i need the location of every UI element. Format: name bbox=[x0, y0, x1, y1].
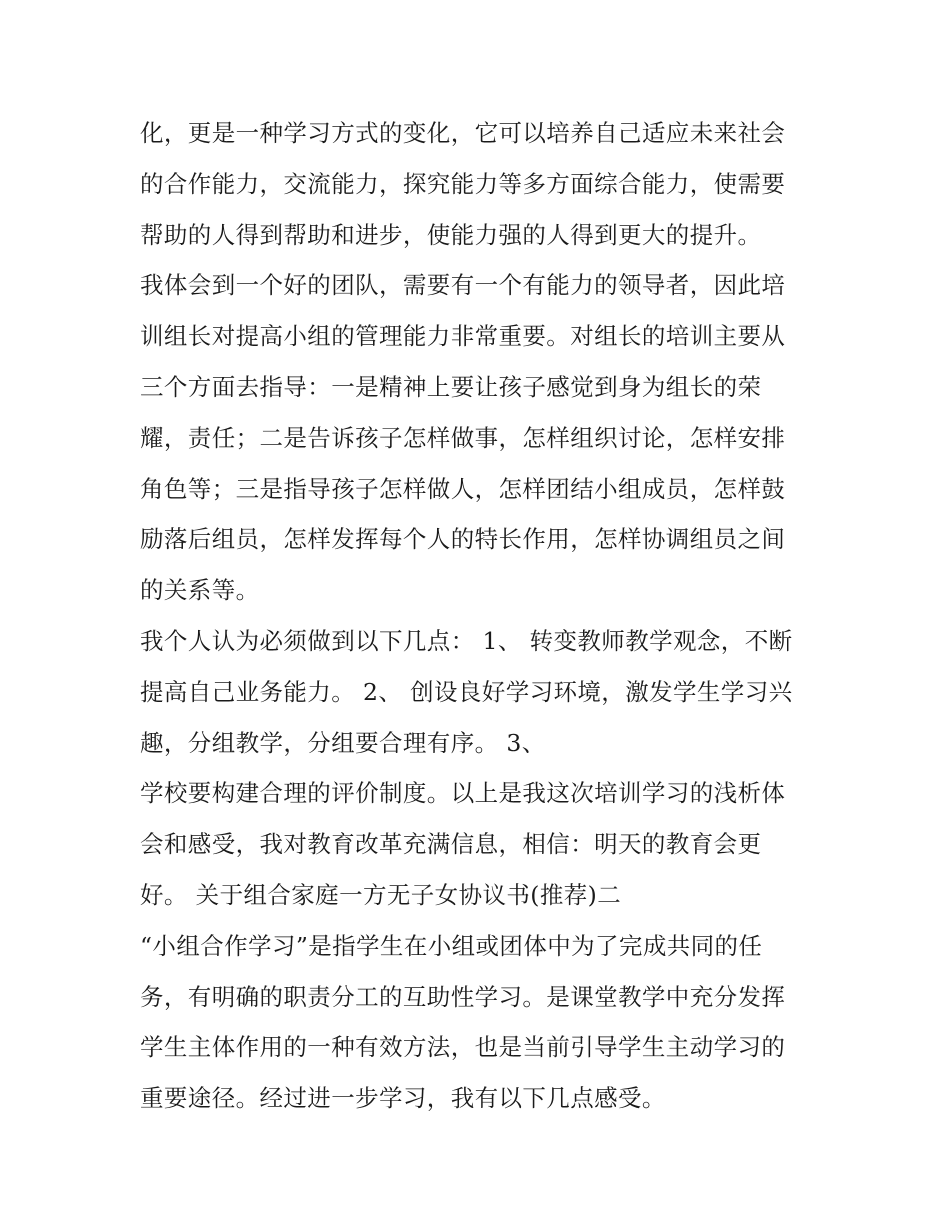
text-line: 训组长对提高小组的管理能力非常重要。对组长的培训主要从 bbox=[140, 322, 786, 351]
body-text bbox=[140, 108, 820, 1124]
text-line: 我个人认为必须做到以下几点： 1、 转变教师教学观念，不断 bbox=[140, 626, 793, 655]
text-line: 角色等；三是指导孩子怎样做人，怎样团结小组成员，怎样鼓 bbox=[140, 474, 786, 503]
text-line: 我体会到一个好的团队，需要有一个有能力的领导者，因此培 bbox=[140, 271, 786, 300]
text-line: 耀，责任；二是告诉孩子怎样做事，怎样组织讨论，怎样安排 bbox=[140, 423, 786, 452]
text-line: “小组合作学习”是指学生在小组或团体中为了完成共同的任 bbox=[140, 931, 763, 960]
text-line: 学生主体作用的一种有效方法，也是当前引导学生主动学习的 bbox=[140, 1033, 786, 1062]
text-line: 会和感受，我对教育改革充满信息，相信：明天的教育会更 bbox=[140, 830, 762, 859]
text-line: 好。 关于组合家庭一方无子女协议书(推荐)二 bbox=[140, 880, 622, 909]
text-line: 学校要构建合理的评价制度。以上是我这次培训学习的浅析体 bbox=[140, 779, 786, 808]
text-line: 励落后组员，怎样发挥每个人的特长作用，怎样协调组员之间 bbox=[140, 525, 786, 554]
text-line: 务，有明确的职责分工的互助性学习。是课堂教学中充分发挥 bbox=[140, 982, 786, 1011]
text-line: 重要途径。经过进一步学习，我有以下几点感受。 bbox=[140, 1084, 666, 1113]
text-line: 帮助的人得到帮助和进步，使能力强的人得到更大的提升。 bbox=[140, 220, 762, 249]
text-line: 的关系等。 bbox=[140, 576, 260, 605]
text-line: 三个方面去指导：一是精神上要让孩子感觉到身为组长的荣 bbox=[140, 372, 762, 401]
text-line: 化，更是一种学习方式的变化，它可以培养自己适应未来社会 bbox=[140, 119, 786, 147]
text-line: 趣，分组教学，分组要合理有序。 3、 bbox=[140, 728, 546, 757]
text-line: 提高自己业务能力。 2、 创设良好学习环境，激发学生学习兴 bbox=[140, 677, 793, 706]
text-line: 的合作能力，交流能力，探究能力等多方面综合能力，使需要 bbox=[140, 169, 786, 198]
